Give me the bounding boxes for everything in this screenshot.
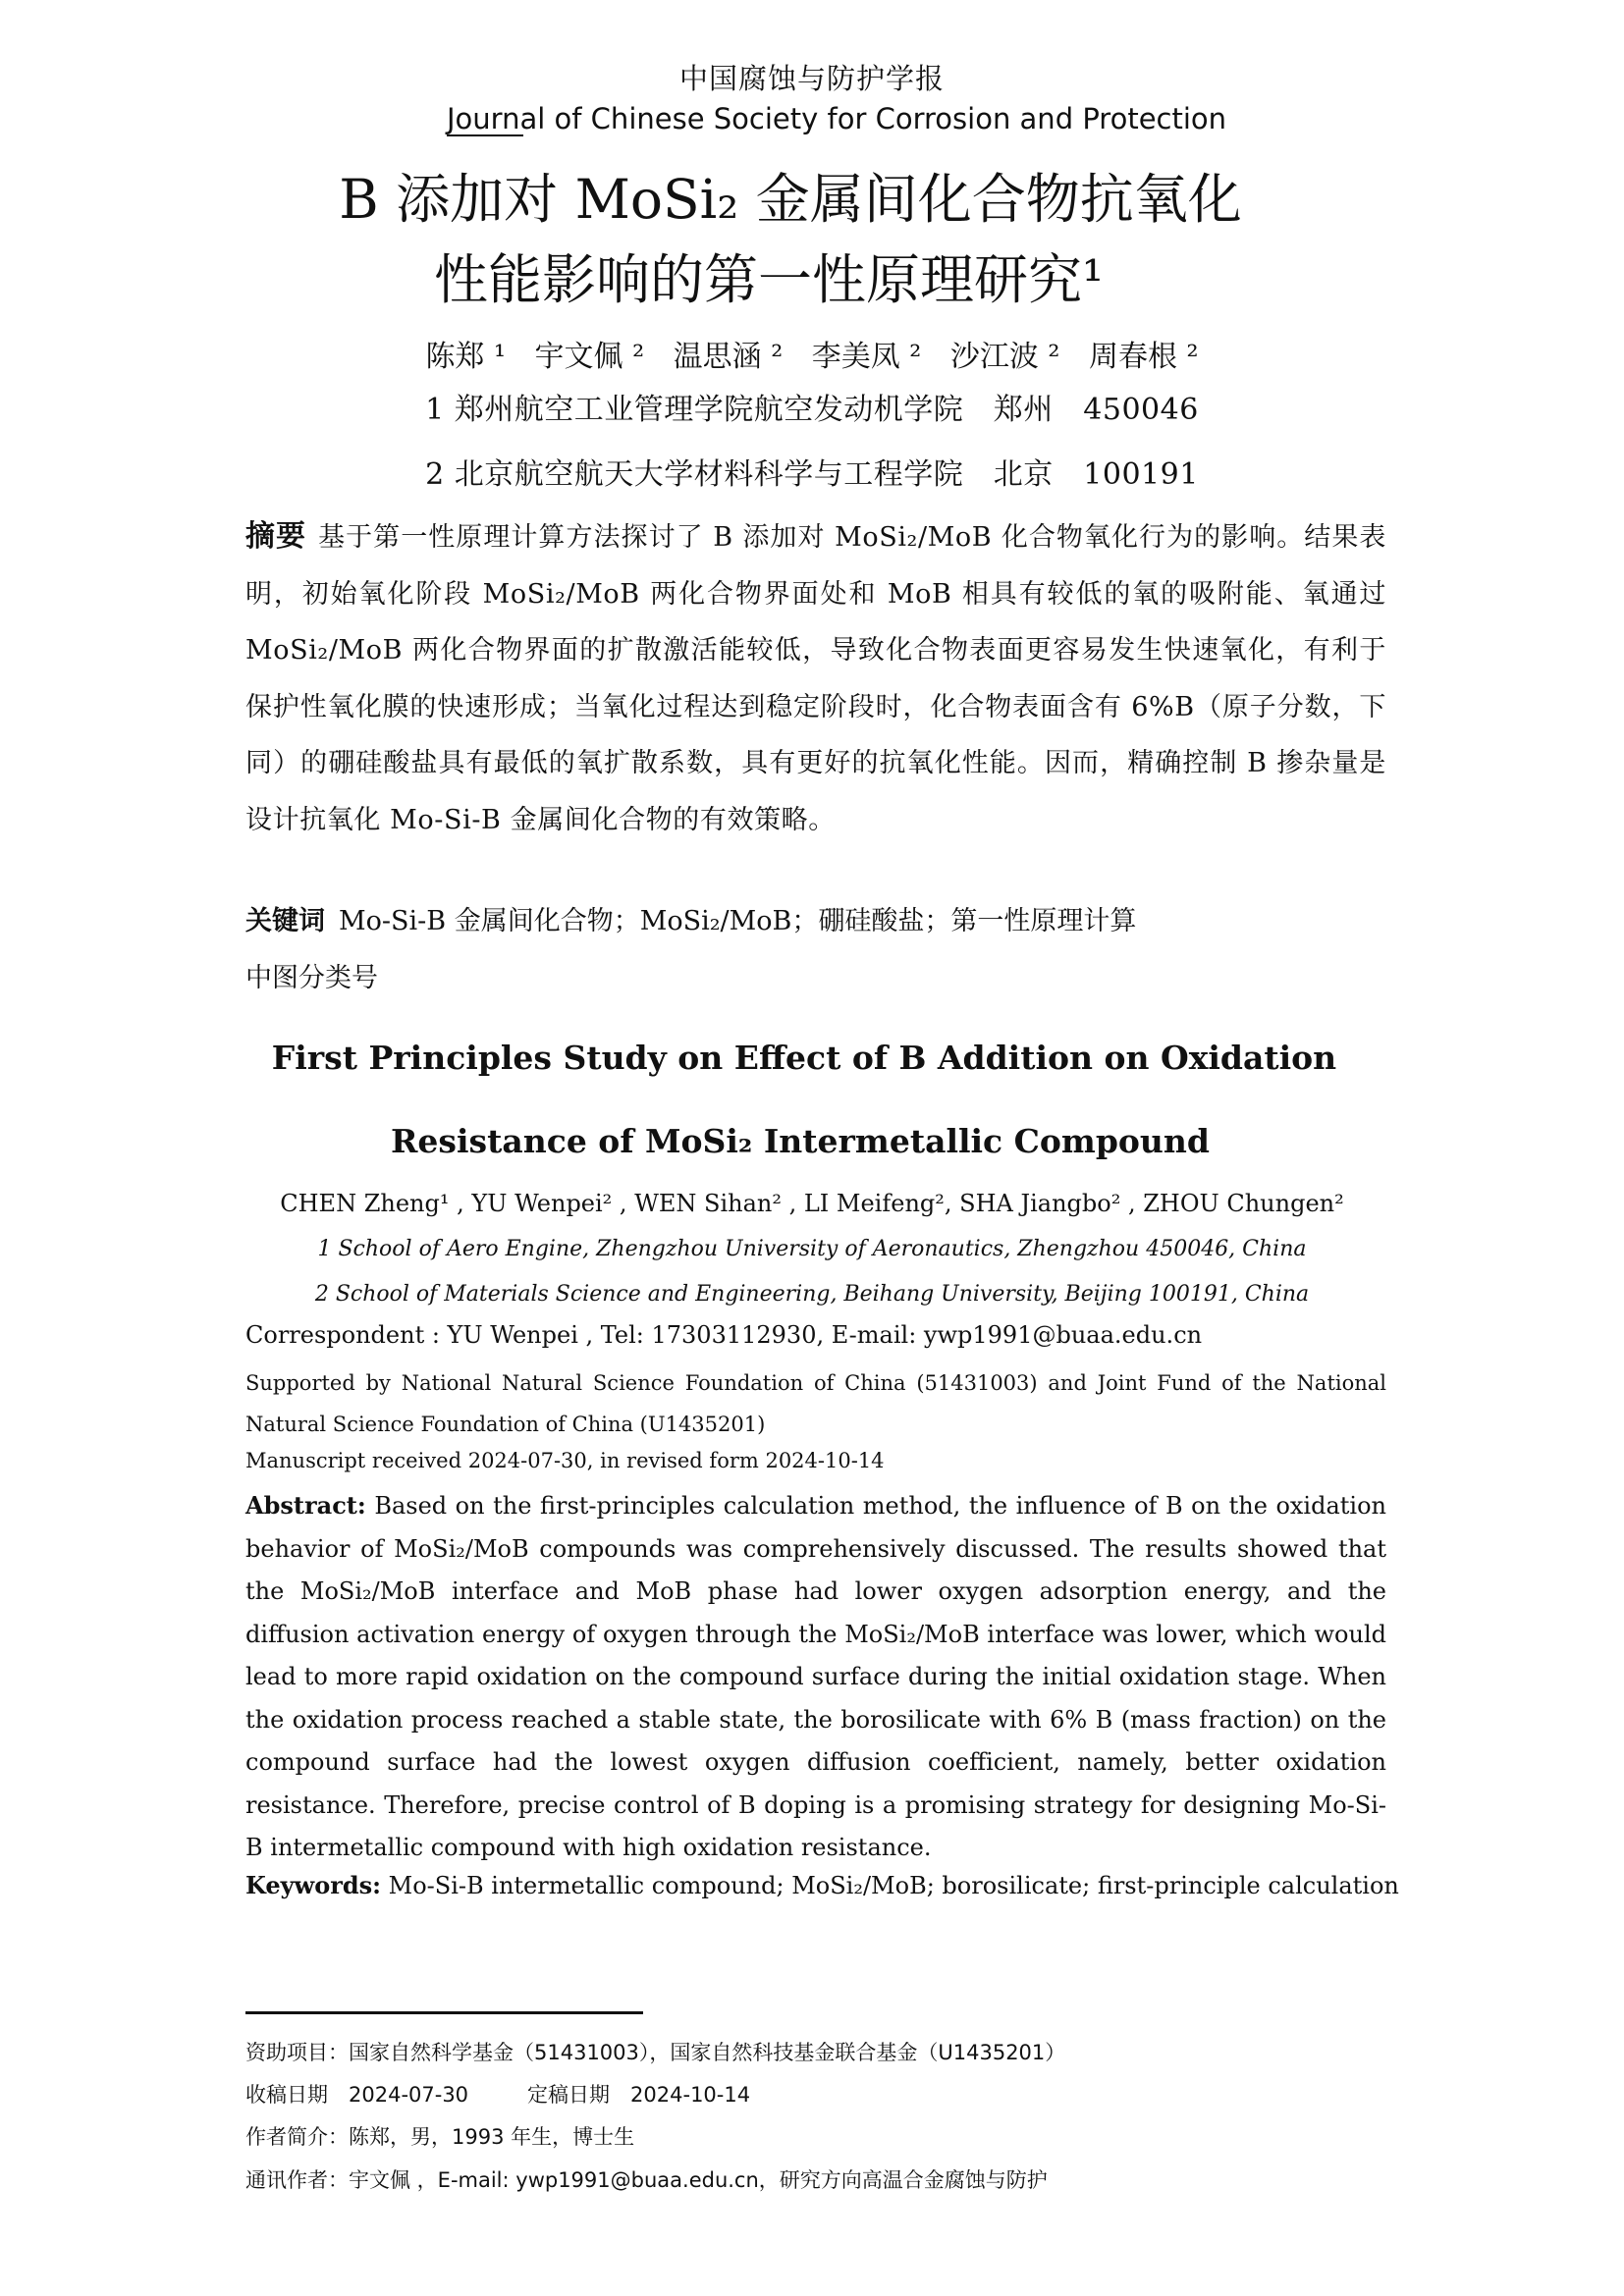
author-cn: 沙江波 ² (949, 340, 1060, 374)
clc-number-label: 中图分类号 (245, 963, 378, 993)
abstract-cn (245, 508, 1386, 848)
author-cn: 周春根 ² (1088, 340, 1199, 374)
author-cn: 宇文佩 ² (534, 340, 645, 374)
abstract-cn-text: 基于第一性原理计算方法探讨了 B 添加对 MoSi₂/MoB 化合物氧化行为的影响。结果表明，初始氧化阶段 MoSi₂/MoB 两化合物界面处和 MoB 相具有较低的氧的吸附能、氧通过 MoSi₂/MoB 两化合物界面的扩散激活能较低，导致化合物表面更容易发生快速氧化，有利于保护性氧化膜的快速形成；当氧化过程达到稳定阶段时，化合物表面含有 6%B（原子分数，下同）的硼硅酸盐具有最低的氧扩散系数，具有更好的抗氧化性能。因而，精确控制 B 掺杂量是设计抗氧化 Mo-Si-B 金属间化合物的有效策略。 (245, 522, 1386, 835)
affiliation-cn-1: 1 郑州航空工业管理学院航空发动机学院 郑州 450046 (425, 393, 1199, 427)
affiliation-cn-2: 2 北京航空航天大学材料科学与工程学院 北京 100191 (425, 457, 1199, 492)
abstract-en-text: Based on the first-principles calculation method, the influence of B on the oxidation behavior of MoSi₂/MoB compounds was comprehensively discussed. The results showed that the MoSi₂/MoB interface and MoB phase had lower oxygen adsorption energy, and the diffusion activation energy of oxygen through the MoSi₂/MoB interface was lower, which would lead to more rapid oxidation on the compound surface during the initial oxidation stage. When the oxidation process reached a stable state, the borosilicate with 6% B (mass fraction) on the compound surface had the lowest oxygen diffusion coefficient, namely, better oxidation resistance. Therefore, precise control of B doping is a promising strategy for designing Mo-Si-B intermetallic compound with high oxidation resistance. (245, 1492, 1386, 1861)
title-en-line2: Resistance of MoSi₂ Intermetallic Compound (391, 1122, 1210, 1160)
title-cn-line2: 性能影响的第一性原理研究¹ (433, 248, 1105, 311)
abstract-cn-label: 摘要 (245, 519, 307, 554)
keywords-cn-text: Mo-Si-B 金属间化合物；MoSi₂/MoB；硼硅酸盐；第一性原理计算 (339, 906, 1137, 936)
footnote-corresponding: 通讯作者：宇文佩 ，E-mail: ywp1991@buaa.edu.cn，研究方向高温合金腐蚀与防护 (245, 2168, 1048, 2192)
footnote-dates (245, 2079, 750, 2109)
footnote-accepted: 定稿日期 2024-10-14 (527, 2083, 751, 2107)
keywords-cn (245, 899, 1386, 937)
author-list-en: CHEN Zheng¹ , YU Wenpei² , WEN Sihan² , LI Meifeng², SHA Jiangbo² , ZHOU Chungen² (280, 1190, 1344, 1217)
abstract-en-label: Abstract: (245, 1491, 366, 1520)
abstract-en (245, 1484, 1386, 1870)
footnote-funding: 资助项目：国家自然科学基金（51431003），国家自然科技基金联合基金（U1435201） (245, 2041, 1066, 2064)
keywords-cn-label: 关键词 (245, 906, 325, 936)
footnote-author-bio: 作者简介：陈郑，男，1993 年生，博士生 (245, 2125, 635, 2149)
affiliation-en-2: 2 School of Materials Science and Engineering, Beihang University, Beijing 100191, China (314, 1282, 1310, 1307)
keywords-en-text: Mo-Si-B intermetallic compound; MoSi₂/MoB; borosilicate; first-principle calculation (388, 1872, 1399, 1899)
title-en-line1: First Principles Study on Effect of B Addition on Oxidation (271, 1039, 1337, 1077)
keywords-en-label: Keywords: (245, 1871, 382, 1899)
footnote-divider (245, 2011, 643, 2014)
journal-name-cn: 中国腐蚀与防护学报 (678, 62, 945, 95)
affiliation-en-1: 1 School of Aero Engine, Zhengzhou University of Aeronautics, Zhengzhou 450046, China (317, 1237, 1307, 1261)
keywords-en (245, 1871, 1399, 1899)
funding-statement-en: Supported by National Natural Science Foundation of China (51431003) and Joint Fund of the National Natural Science Foundation of China (U1435201) (245, 1371, 1386, 1436)
author-cn: 温思涵 ² (673, 340, 784, 374)
author-cn: 李美凤 ² (811, 340, 922, 374)
footnote-received: 收稿日期 2024-07-30 (245, 2083, 469, 2107)
correspondent-info: Correspondent : YU Wenpei , Tel: 17303112930, E-mail: ywp1991@buaa.edu.cn (245, 1321, 1203, 1349)
author-cn: 陈郑 ¹ (425, 340, 506, 374)
author-list-cn (0, 332, 1624, 375)
manuscript-dates-en: Manuscript received 2024-07-30, in revised form 2024-10-14 (245, 1449, 885, 1472)
title-cn-line1: B 添加对 MoSi₂ 金属间化合物抗氧化 (339, 168, 1242, 231)
journal-name-en: Journal of Chinese Society for Corrosion and Protection (447, 102, 1227, 135)
header-underline (447, 134, 523, 136)
